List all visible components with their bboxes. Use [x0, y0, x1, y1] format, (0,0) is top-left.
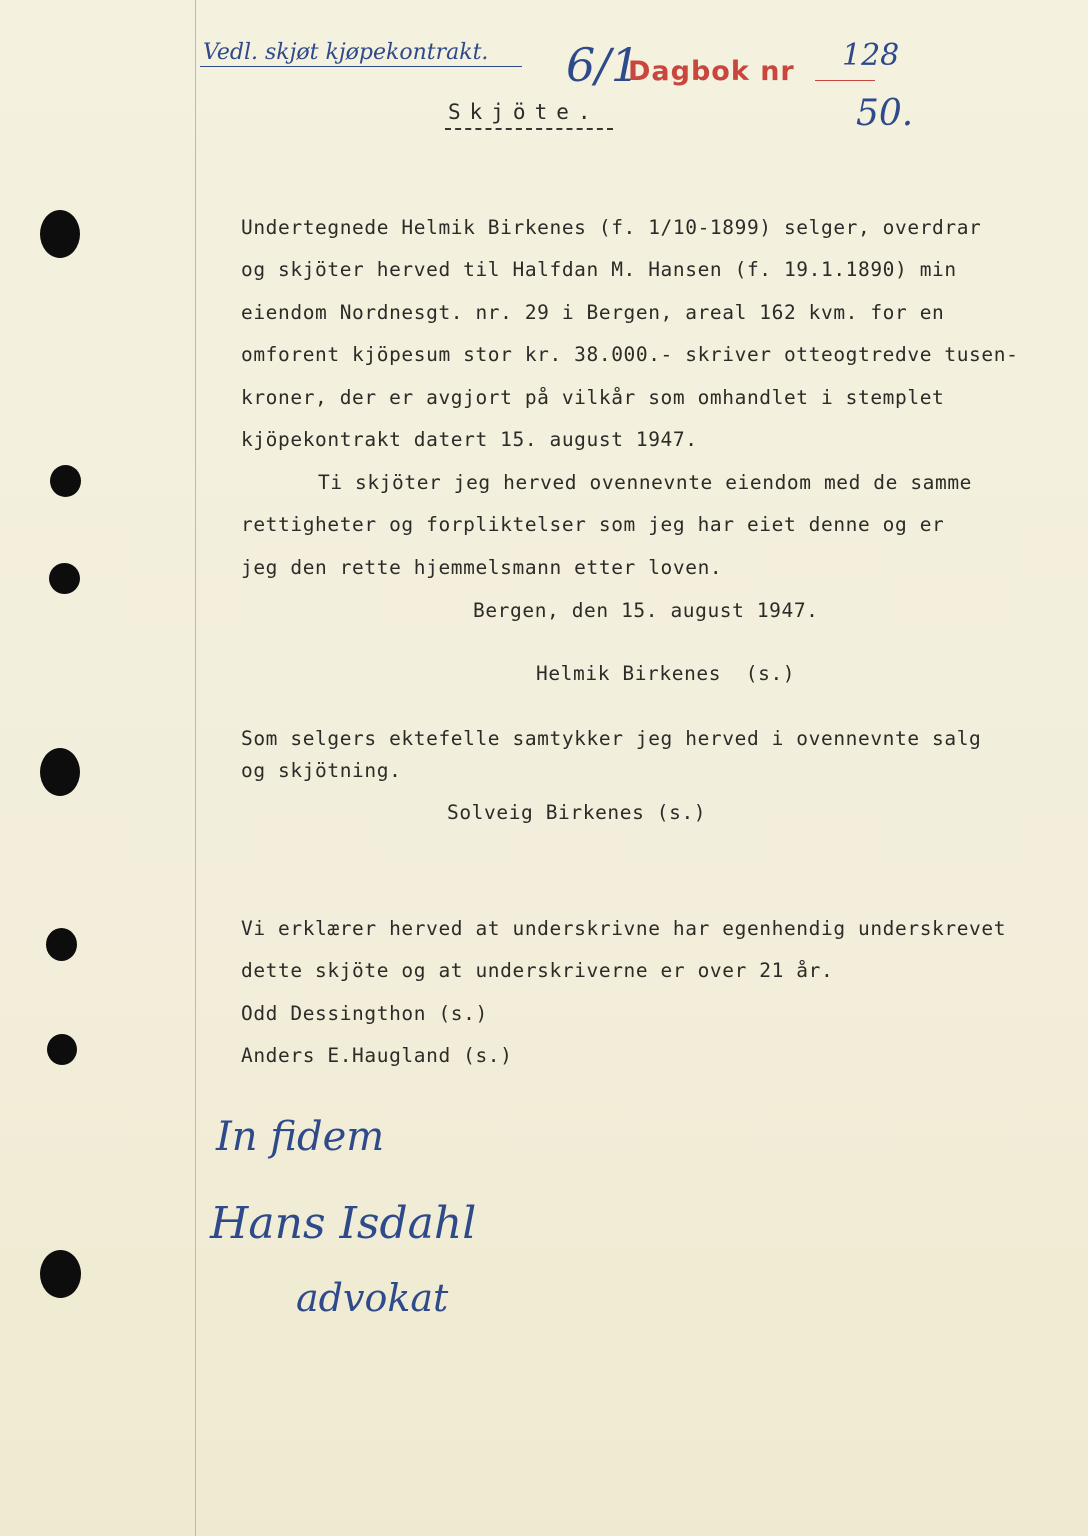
punch-hole-6 — [47, 1034, 77, 1065]
handwritten-note: Vedl. skjøt kjøpekontrakt. — [203, 40, 489, 65]
paragraph1-line2: og skjöter herved til Halfdan M. Hansen (f. 19.1.1890) min — [241, 258, 957, 281]
handwritten-date: 6/1 — [566, 38, 641, 92]
consent-line1: Som selgers ektefelle samtykker jeg herved i ovennevnte salg — [241, 727, 982, 750]
witness-statement-line1: Vi erklærer herved at underskrivne har egenhendig underskrevet — [241, 917, 1007, 940]
handwritten-number: 128 — [842, 38, 900, 73]
punch-hole-4 — [40, 748, 80, 796]
handwritten-signature-name: Hans Isdahl — [210, 1198, 477, 1249]
paragraph1-line3: eiendom Nordnesgt. nr. 29 i Bergen, areal 162 kvm. for en — [241, 301, 945, 324]
handwritten-in-fidem: In fidem — [216, 1114, 385, 1160]
witness1-signature: Odd Dessingthon (s.) — [241, 1002, 488, 1025]
document-title: Skjöte. — [448, 100, 600, 124]
paragraph1-line5: kroner, der er avgjort på vilkår som omhandlet i stemplet — [241, 386, 945, 409]
paragraph2-line3: jeg den rette hjemmelsmann etter loven. — [241, 556, 723, 579]
spouse-signature: Solveig Birkenes (s.) — [447, 801, 707, 824]
punch-hole-7 — [40, 1250, 81, 1298]
punch-hole-1 — [40, 210, 80, 258]
handwritten-title: advokat — [296, 1276, 449, 1320]
paragraph2-line2: rettigheter og forpliktelser som jeg har eiet denne og er — [241, 513, 945, 536]
punch-hole-3 — [49, 563, 80, 594]
witness2-signature: Anders E.Haugland (s.) — [241, 1044, 513, 1067]
dagbok-stamp: Dagbok nr — [628, 56, 795, 87]
punch-hole-2 — [50, 465, 81, 497]
handwritten-note-underline — [200, 66, 522, 67]
title-underline — [445, 128, 613, 130]
dagbok-number-line — [815, 80, 875, 81]
witness-statement-line2: dette skjöte og at underskriverne er over 21 år. — [241, 959, 834, 982]
paragraph1-line4: omforent kjöpesum stor kr. 38.000.- skriver otteogtredve tusen- — [241, 343, 1019, 366]
paragraph2-line1: Ti skjöter jeg herved ovennevnte eiendom med de samme — [318, 471, 973, 494]
paragraph1-line6: kjöpekontrakt datert 15. august 1947. — [241, 428, 698, 451]
handwritten-year: 50. — [856, 93, 914, 134]
paragraph1-line1: Undertegnede Helmik Birkenes (f. 1/10-1899) selger, overdrar — [241, 216, 982, 239]
place-date: Bergen, den 15. august 1947. — [473, 599, 819, 622]
seller-signature: Helmik Birkenes (s.) — [536, 662, 796, 685]
punch-hole-5 — [46, 928, 77, 961]
consent-line2: og skjötning. — [241, 759, 402, 782]
margin-line — [195, 0, 196, 1536]
